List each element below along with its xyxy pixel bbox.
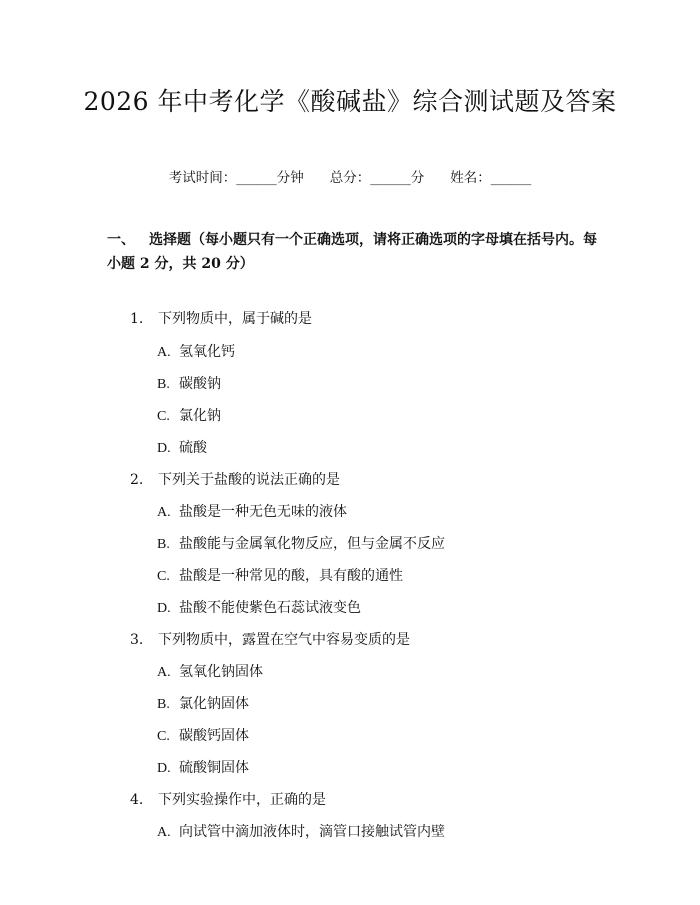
question-2-option-d [157,598,361,619]
question-3-option-c [157,726,249,747]
question-1 [130,309,312,329]
exam-time-field: 考试时间：______分钟 [168,170,304,186]
option-label: B. [157,537,170,552]
question-number: 1. [130,311,144,327]
option-text: 氢氧化钙 [179,344,235,360]
section-heading [107,228,607,276]
section-number: 一、 [107,232,135,248]
option-label: A. [157,825,171,840]
option-label: C. [157,569,170,584]
option-text: 硫酸 [179,440,207,456]
option-label: C. [157,409,170,424]
question-1-option-a [157,342,235,363]
option-text: 氢氧化钠固体 [179,664,263,680]
option-label: A. [157,505,171,520]
question-2-option-c [157,566,403,587]
student-name-field: 姓名：______ [450,170,532,186]
total-score-field: 总分：______分 [329,170,425,186]
option-label: B. [157,377,170,392]
question-3-option-b [157,694,249,715]
question-3-option-d [157,758,249,779]
question-4-option-a [157,822,445,843]
question-2-option-a [157,502,347,523]
question-2 [130,470,340,490]
question-3 [130,630,410,650]
exam-info-line [0,169,700,187]
option-label: C. [157,729,170,744]
question-text: 下列物质中，属于碱的是 [158,311,312,327]
question-number: 3. [130,632,144,648]
option-text: 碳酸钙固体 [179,728,249,744]
section-instructions: 选择题（每小题只有一个正确选项，请将正确选项的字母填在括号内。每小题 2 分，共 20 分） [107,232,597,272]
option-text: 硫酸铜固体 [179,760,249,776]
option-text: 盐酸不能使紫色石蕊试液变色 [179,600,361,616]
option-text: 碳酸钠 [179,376,221,392]
question-text: 下列物质中，露置在空气中容易变质的是 [158,632,410,648]
question-3-option-a [157,662,263,683]
option-label: B. [157,697,170,712]
question-number: 2. [130,472,144,488]
question-1-option-b [157,374,221,395]
option-text: 盐酸是一种常见的酸，具有酸的通性 [179,568,403,584]
option-text: 向试管中滴加液体时，滴管口接触试管内壁 [179,824,445,840]
option-label: A. [157,345,171,360]
question-2-option-b [157,534,445,555]
option-label: D. [157,761,171,776]
option-text: 盐酸能与金属氧化物反应，但与金属不反应 [179,536,445,552]
option-text: 氯化钠 [179,408,221,424]
question-text: 下列实验操作中，正确的是 [158,792,326,808]
page-title: 2026 年中考化学《酸碱盐》综合测试题及答案 [83,87,617,116]
option-label: D. [157,441,171,456]
question-1-option-d [157,438,207,459]
option-text: 盐酸是一种无色无味的液体 [179,504,347,520]
question-number: 4. [130,792,144,808]
option-label: D. [157,601,171,616]
question-4 [130,790,326,810]
question-1-option-c [157,406,221,427]
question-text: 下列关于盐酸的说法正确的是 [158,472,340,488]
option-label: A. [157,665,171,680]
option-text: 氯化钠固体 [179,696,249,712]
